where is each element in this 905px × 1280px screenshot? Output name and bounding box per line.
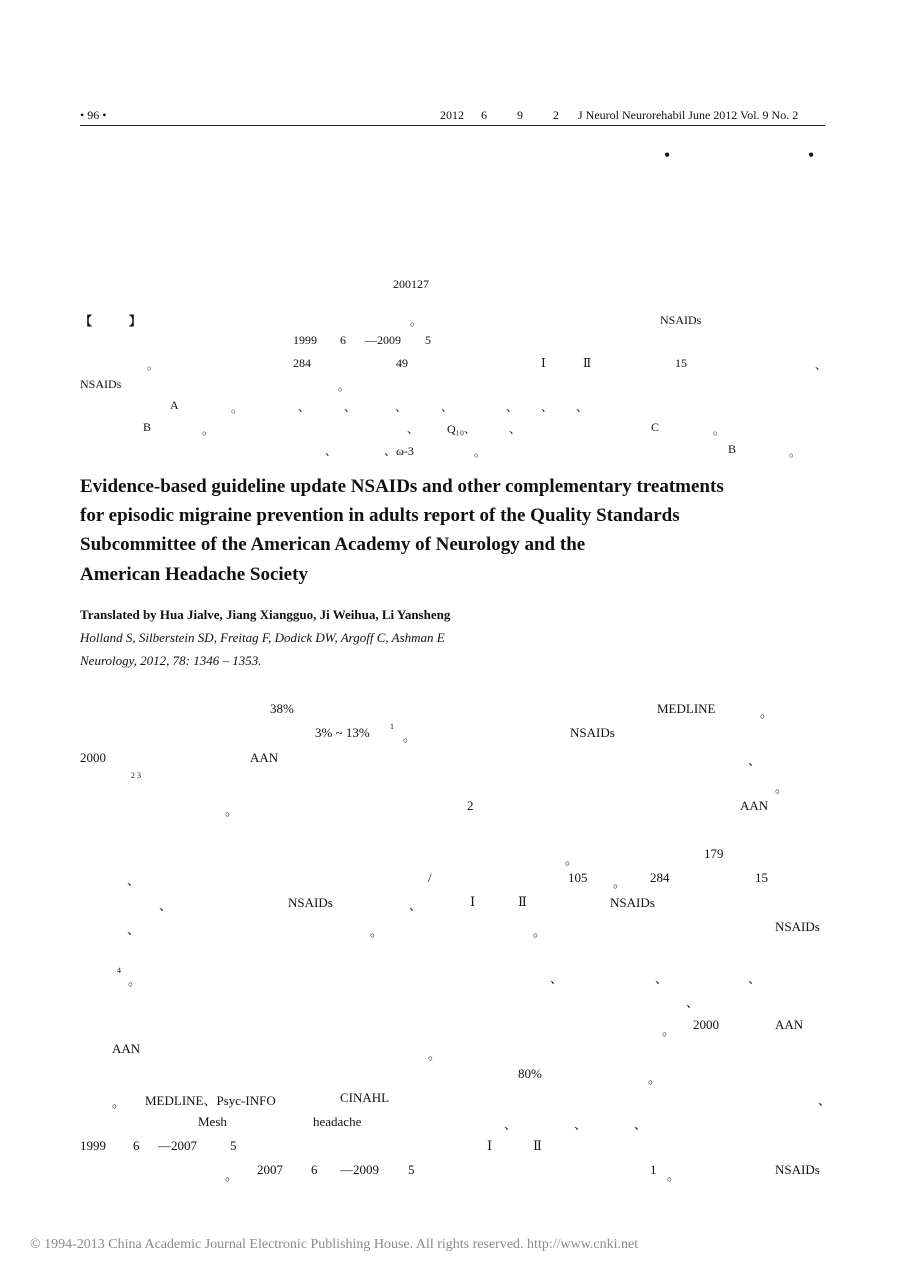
abstract-text: NSAIDs — [80, 377, 122, 391]
punct: 、 — [574, 1117, 588, 1132]
punct: 、 — [686, 995, 700, 1010]
punct: 。 — [202, 423, 215, 437]
punct: 、 — [127, 922, 141, 937]
body-text: —2009 — [340, 1162, 379, 1177]
punct: 。 — [338, 379, 351, 393]
header-month: 6 — [481, 108, 487, 122]
page-number: • 96 • — [80, 108, 107, 122]
abstract-text: 6 — [340, 333, 346, 347]
body-text: 1999 — [80, 1138, 106, 1153]
body-text: / — [428, 870, 432, 885]
body-text: 5 — [408, 1162, 415, 1177]
body-text: 179 — [704, 846, 724, 861]
abstract-text: —2009 — [365, 333, 401, 347]
abstract-text: 5 — [425, 333, 431, 347]
punct: 、 — [409, 898, 423, 913]
punct: 。 — [225, 1168, 239, 1183]
punct: 。 — [403, 729, 417, 744]
body-text: Ⅱ — [518, 894, 527, 909]
abstract-text: 15 — [675, 356, 687, 370]
body-text: 6 — [133, 1138, 140, 1153]
header-volume: 9 — [517, 108, 523, 122]
punct: 。 — [662, 1023, 676, 1038]
punct: 。 — [428, 1047, 442, 1062]
body-text: 2 — [467, 798, 474, 813]
body-text: MEDLINE — [657, 701, 716, 716]
body-text: AAN — [250, 750, 279, 765]
body-text: AAN — [112, 1041, 141, 1056]
ref-superscript: 4 — [117, 966, 121, 975]
body-text: Ⅱ — [533, 1138, 542, 1153]
postal-code: 200127 — [393, 277, 429, 291]
punct: 、 — [504, 1117, 518, 1132]
body-text: 3% ~ 13% — [315, 725, 370, 740]
punct: 、 — [325, 444, 338, 458]
body-text: NSAIDs — [775, 1162, 820, 1177]
punct: 。 — [533, 924, 547, 939]
evidence-level-b: B — [728, 442, 737, 456]
punct: 、 — [576, 400, 589, 414]
punct: 、 — [509, 422, 522, 436]
abstract-text: Ⅱ — [583, 356, 592, 370]
body-text: Mesh — [198, 1114, 227, 1129]
coenzyme-q10: Q₁₀、 — [447, 422, 477, 436]
header-journal: J Neurol Neurorehabil June 2012 Vol. 9 No. 2 — [578, 108, 799, 122]
punct: 。 — [410, 314, 423, 328]
translators: Translated by Hua Jialve, Jiang Xiangguo, Ji Weihua, Li Yansheng — [80, 607, 451, 622]
body-text: 1 — [650, 1162, 657, 1177]
punct: 。 — [474, 445, 487, 459]
punct: 、 — [550, 971, 564, 986]
header-year: 2012 — [440, 108, 464, 122]
header-issue: 2 — [553, 108, 559, 122]
evidence-level-a: A — [170, 398, 179, 412]
english-title-line: American Headache Society — [80, 564, 308, 585]
body-text: Ⅰ — [487, 1138, 493, 1153]
english-title-line: for episodic migraine prevention in adults report of the Quality Standards — [80, 505, 680, 526]
punct: 。 — [231, 401, 244, 415]
abstract-text: 49 — [396, 356, 408, 370]
punct: 。 — [565, 852, 579, 867]
punct: 、 — [344, 400, 357, 414]
bullet-dot-icon: • — [664, 145, 671, 165]
body-text: 2000 — [693, 1017, 719, 1032]
punct: 。 — [613, 875, 627, 890]
evidence-level-c: C — [651, 420, 660, 434]
body-text: 105 — [568, 870, 588, 885]
body-text: 80% — [518, 1066, 542, 1081]
body-text: 284 — [650, 870, 670, 885]
abstract-text: 284 — [293, 356, 311, 370]
body-text: 2000 — [80, 750, 106, 765]
punct: 。 — [225, 803, 239, 818]
body-text: NSAIDs — [610, 895, 655, 910]
ref-superscript: 2 3 — [131, 771, 141, 780]
abstract-bracket-close: 】 — [129, 314, 142, 328]
punct: 。 — [370, 924, 384, 939]
punct: 、 — [298, 400, 311, 414]
punct: 。 — [667, 1168, 681, 1183]
body-text: AAN — [740, 798, 769, 813]
body-text: CINAHL — [340, 1090, 390, 1105]
body-text: Ⅰ — [470, 894, 476, 909]
punct: 。 — [147, 358, 160, 372]
body-text: —2007 — [158, 1138, 197, 1153]
body-text: 5 — [230, 1138, 237, 1153]
punct: 、 — [655, 971, 669, 986]
omega-3: 、ω-3 — [384, 444, 414, 458]
punct: 、 — [159, 898, 173, 913]
body-text: 38% — [270, 701, 294, 716]
punct: 。 — [648, 1071, 662, 1086]
punct: 、 — [815, 358, 828, 372]
punct: 、 — [506, 400, 519, 414]
punct: 。 — [112, 1095, 126, 1110]
abstract-text: Ⅰ — [541, 356, 546, 370]
punct: 、 — [541, 400, 554, 414]
body-text: MEDLINE、Psyc-INFO — [145, 1093, 276, 1108]
punct: 。 — [760, 705, 774, 720]
abstract-text: NSAIDs — [660, 313, 702, 327]
body-text: 15 — [755, 870, 768, 885]
bullet-dot-icon: • — [808, 145, 815, 165]
punct: 、 — [748, 971, 762, 986]
punct: 、 — [127, 873, 141, 888]
punct: 、 — [407, 422, 420, 436]
abstract-bracket-open: 【 — [80, 314, 93, 328]
abstract-text: 1999 — [293, 333, 317, 347]
punct: 。 — [713, 423, 726, 437]
body-text: 6 — [311, 1162, 318, 1177]
punct: 、 — [634, 1117, 648, 1132]
authors: Holland S, Silberstein SD, Freitag F, Dodick DW, Argoff C, Ashman E — [80, 630, 445, 645]
punct: 、 — [748, 753, 762, 768]
punct: 。 — [128, 973, 142, 988]
evidence-level-b: B — [143, 420, 152, 434]
body-text: NSAIDs — [288, 895, 333, 910]
english-title-line: Subcommittee of the American Academy of Neurology and the — [80, 534, 586, 555]
copyright-footer: © 1994-2013 China Academic Journal Electronic Publishing House. All rights reserved. http://www.cnki.net — [30, 1237, 639, 1252]
citation: Neurology, 2012, 78: 1346 – 1353. — [80, 653, 262, 668]
punct: 、 — [395, 400, 408, 414]
ref-superscript: 1 — [390, 722, 394, 731]
punct: 、 — [818, 1093, 832, 1108]
body-text: NSAIDs — [570, 725, 615, 740]
punct: 、 — [441, 400, 454, 414]
body-text: NSAIDs — [775, 919, 820, 934]
punct: 。 — [789, 445, 802, 459]
header-rule — [80, 125, 825, 126]
english-title-line: Evidence-based guideline update NSAIDs and other complementary treatments — [80, 476, 724, 497]
body-text: headache — [313, 1114, 362, 1129]
body-text: 2007 — [257, 1162, 283, 1177]
body-text: AAN — [775, 1017, 804, 1032]
punct: 。 — [775, 780, 789, 795]
